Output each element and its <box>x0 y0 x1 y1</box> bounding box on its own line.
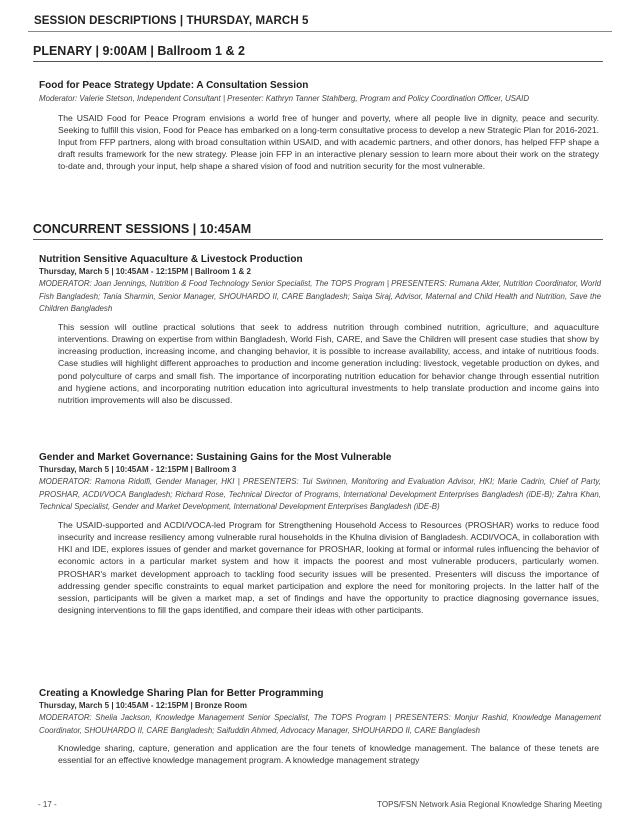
session-description: Knowledge sharing, capture, generation and application are the four tenets of knowledge management. The balance of these tenets are essential for an effective knowledge management program. A knowledge management strategy <box>58 743 599 766</box>
page-header-title: SESSION DESCRIPTIONS | THURSDAY, MARCH 5 <box>34 15 309 27</box>
session-moderator: MODERATOR: Shelia Jackson, Knowledge Management Senior Specialist, The TOPS Program | PRESENTERS: Monjur Rashid, Knowledge Management Coordinator, SHOUHARDO II, CARE Bangladesh; Saifuddin Ahmed, Advocacy Manager, SHOUHARDO II, CARE Bangladesh <box>39 713 601 735</box>
session-datetime-location: Thursday, March 5 | 10:45AM - 12:15PM | Ballroom 3 <box>39 465 237 474</box>
plenary-session <box>39 80 601 173</box>
session-title: Gender and Market Governance: Sustaining Gains for the Most Vulnerable <box>39 452 392 463</box>
session-datetime-location: Thursday, March 5 | 10:45AM - 12:15PM | Ballroom 1 & 2 <box>39 267 251 276</box>
page-number: - 17 - <box>38 800 57 809</box>
plenary-heading: PLENARY | 9:00AM | Ballroom 1 & 2 <box>33 44 603 62</box>
session-moderator: MODERATOR: Joan Jennings, Nutrition & Food Technology Senior Specialist, The TOPS Program | PRESENTERS: Rumana Akter, Nutrition Coordinator, World Fish Bangladesh; Tania Sharmin, Senior Manager, SHOUHARDO II, CARE Bangladesh; Saiqa Siraj, Advisor, Maternal and Child Health and Nutrition, Save the Children Bangladesh <box>39 279 601 314</box>
session-block-knowledge <box>39 688 601 767</box>
page-header <box>28 10 612 32</box>
session-description: The USAID-supported and ACDI/VOCA-led Program for Strengthening Household Access to Resources (PROSHAR) works to reduce food insecurity and increase resiliency among vulnerable rural households in the Khulna division of Bangladesh. ACDI/VOCA, in collaboration with HKI and IDE, explores issues of gender and market governance for PROSHAR, looking at formal or informal rules influencing the behavior of economic actors in a particular market system and how it impacts the poorest and most vulnerable producers, particularly women. PROSHAR's market development approach to tackling food security issues will be presented. Presenters will discuss the importance of addressing gender specific constraints to equal market participation and explore the need for monitoring projects. In the latter half of the session, participants will be given a market map, a set of findings and have the opportunity to practice diagnosing governance issues, designing interventions to fill the gaps identified, and compare their ideas with other participants. <box>58 519 599 616</box>
session-description: The USAID Food for Peace Program envisions a world free of hunger and poverty, where all people live in dignity, peace and security. Seeking to fulfill this vision, Food for Peace has embarked on a long-term consultative process to develop a new Strategic Plan for 2016-2021. Input from FFP partners, along with broad consultation within USAID, and with academic partners, and other donors, has helped FFP shape a draft results framework for the new strategy. Please join FFP in an interactive plenary session to learn more about their work on the strategy to-date and, through your input, help shape a shared vision of food and nutrition security for the most vulnerable. <box>58 112 599 172</box>
session-moderator: Moderator: Valerie Stetson, Independent Consultant | Presenter: Kathryn Tanner Stahlberg, Program and Policy Coordination Officer, USAID <box>39 94 530 103</box>
session-datetime-location: Thursday, March 5 | 10:45AM - 12:15PM | Bronze Room <box>39 701 247 710</box>
concurrent-heading: CONCURRENT SESSIONS | 10:45AM <box>33 222 603 240</box>
session-block-gender <box>39 452 601 616</box>
session-block-nutrition <box>39 254 601 406</box>
session-title: Food for Peace Strategy Update: A Consultation Session <box>39 80 309 91</box>
session-description: This session will outline practical solutions that seek to address nutrition through combined nutrition, agriculture, and aquaculture interventions. Drawing on expertise from within Bangladesh, World Fish, CARE, and Save the Children will present case studies that show by increasing production, increasing income, and changing behavior, it is possible to increase availability, access, and intake of nutritious foods. Case studies will highlight different approaches to production and income generation including: livestock, vegetable production on dykes, and pond polyculture of carps and small fish. The importance of incorporating nutrition education for behavior change through essential nutrition and hygiene actions, and incorporating nutrition education into agricultural investments to help translate production and income gains into nutrition improvements will also be discussed. <box>58 321 599 405</box>
event-name: TOPS/FSN Network Asia Regional Knowledge Sharing Meeting <box>377 800 602 809</box>
session-title: Nutrition Sensitive Aquaculture & Livestock Production <box>39 254 303 265</box>
session-moderator: MODERATOR: Ramona Ridolfi, Gender Manager, HKI | PRESENTERS: Tui Swinnen, Monitoring and Evaluation Advisor, HKI; Marie Cadrin, Chief of Party, PROSHAR, ACDI/VOCA Bangladesh; Richard Rose, Technical Director of Programs, International Development Enterprises Bangladesh (iDE-B); Zahra Khan, Technical Specialist, Gender and Market Development, International Development Enterprises Bangladesh (iDE-B) <box>39 477 601 512</box>
session-title: Creating a Knowledge Sharing Plan for Better Programming <box>39 688 324 699</box>
